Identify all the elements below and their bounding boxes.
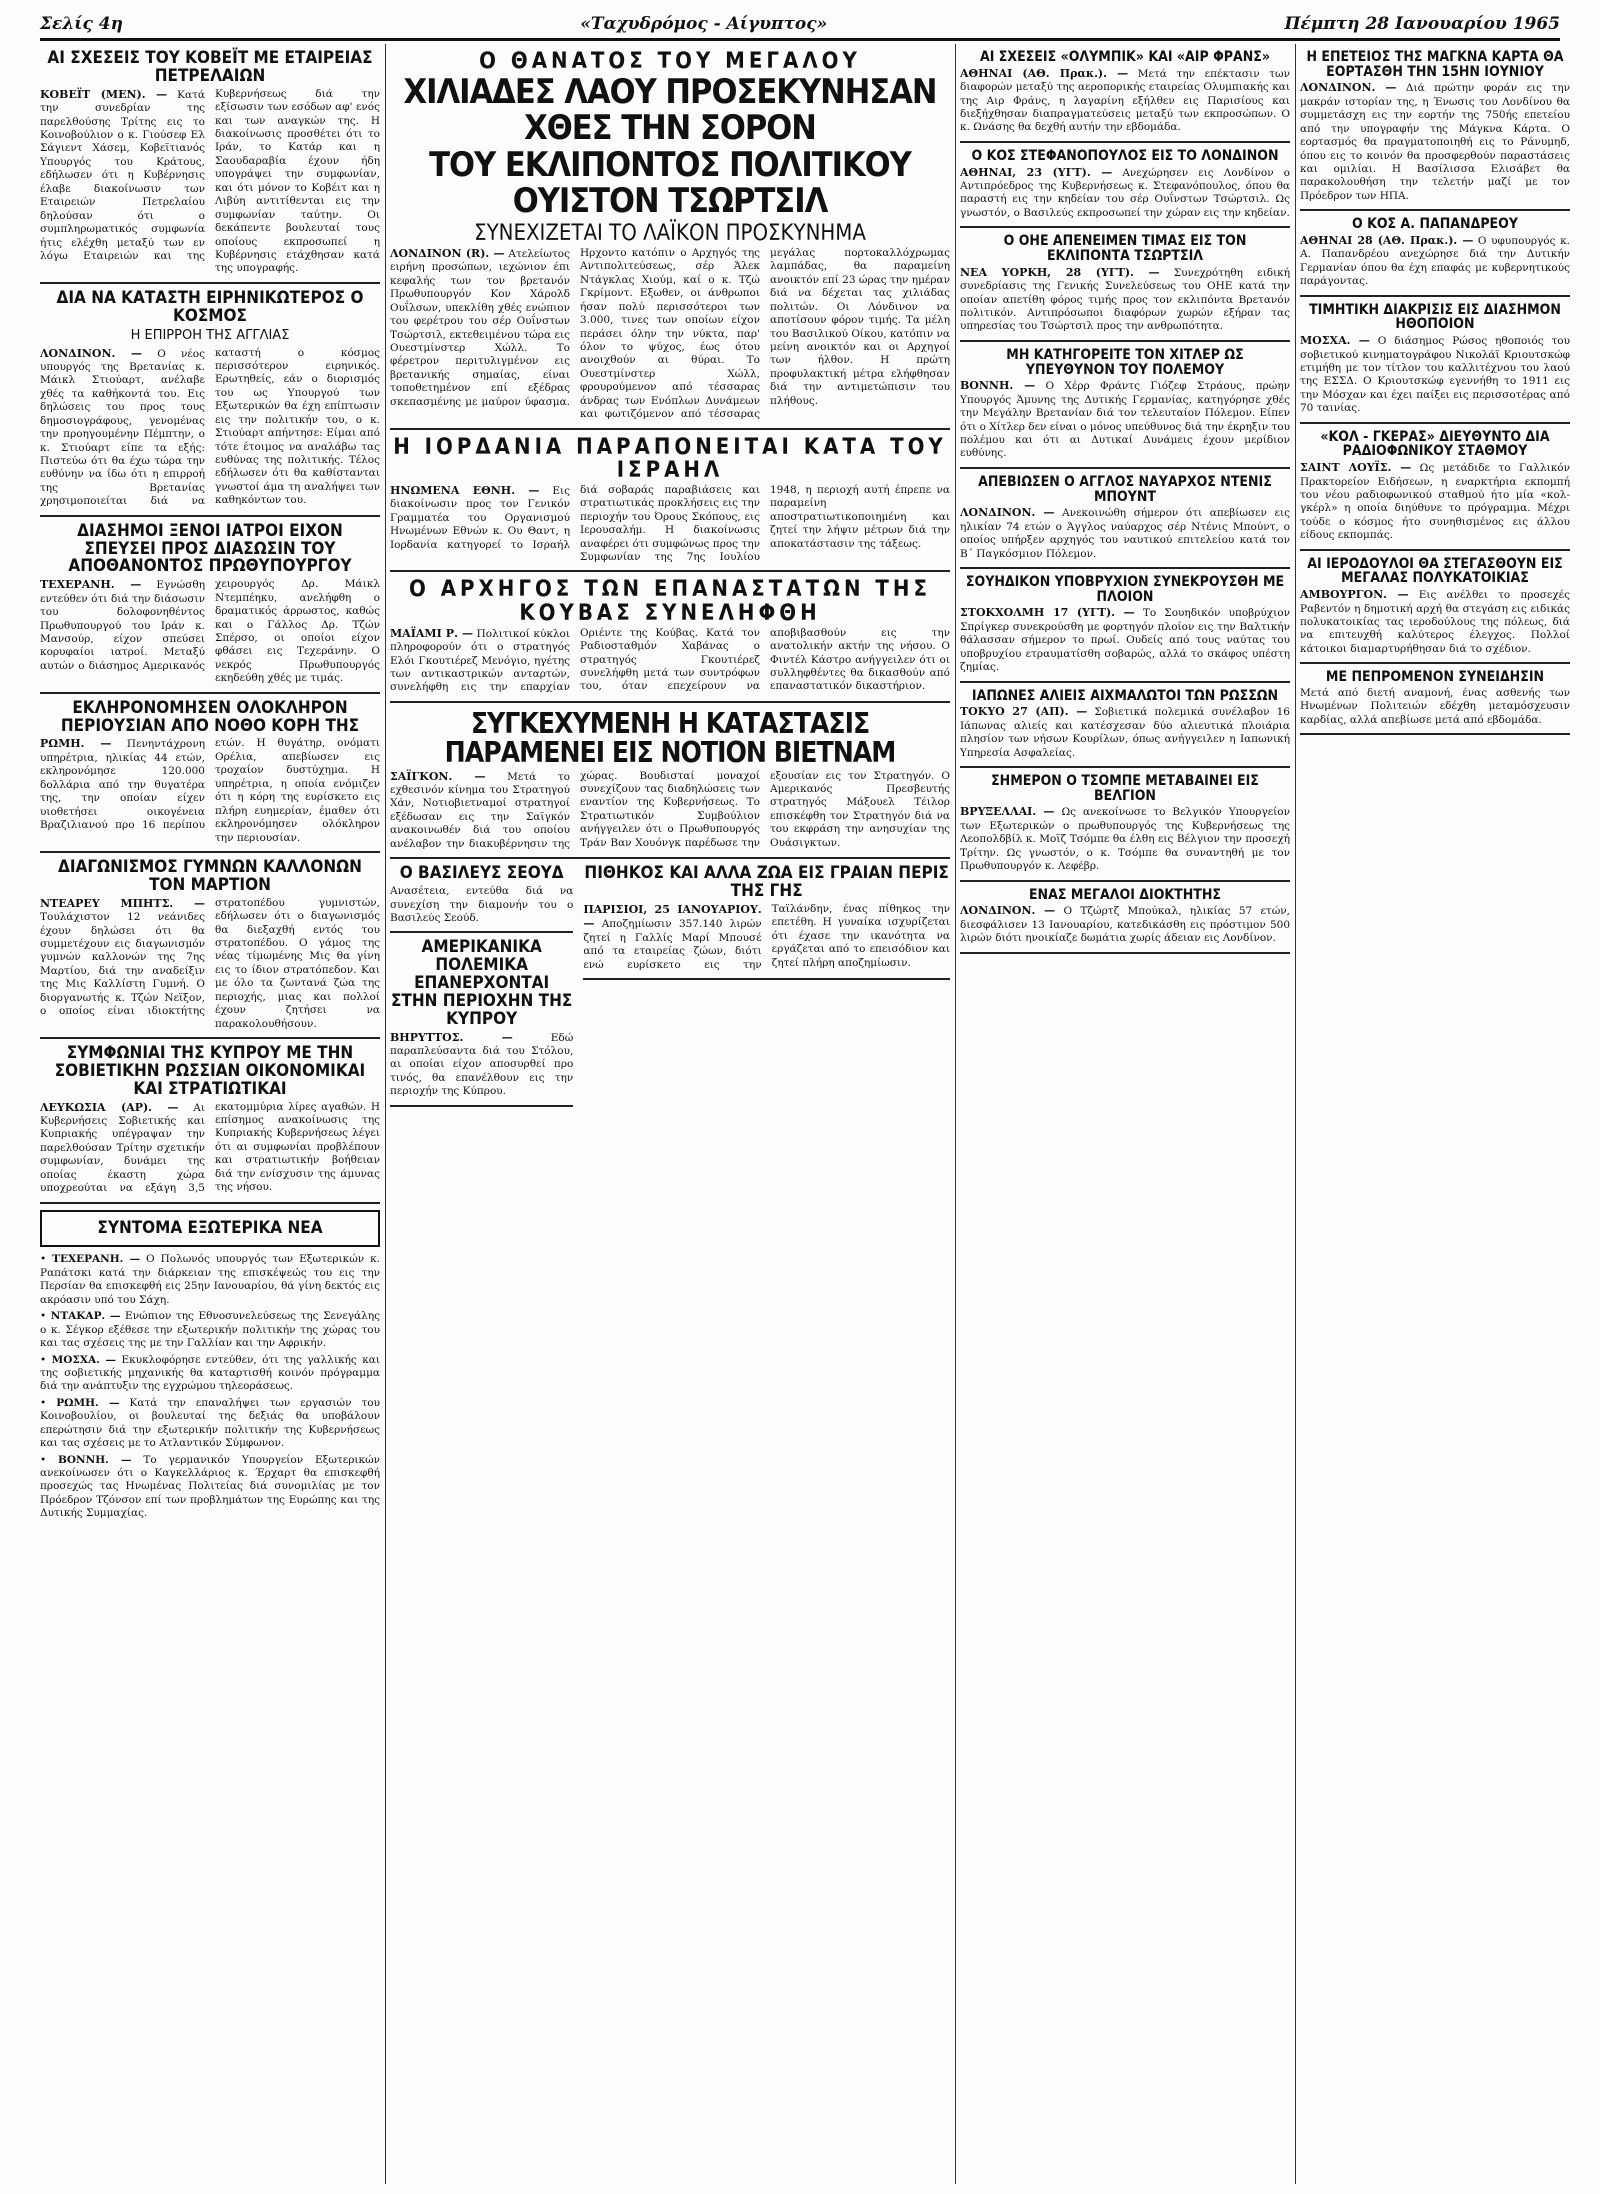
headline: ΜΗ ΚΑΤΗΓΟΡΕΙΤΕ ΤΟΝ ΧΙΤΛΕΡ ΩΣ ΥΠΕΥΘΥΝΟΝ ΤΟΥ ΠΟΛΕΜΟΥ <box>1006 346 1244 378</box>
dateline: ΤΕΧΕΡΑΝΗ. — <box>40 578 142 592</box>
article-un-honors <box>960 228 1290 342</box>
headline: ΤΙΜΗΤΙΚΗ ΔΙΑΚΡΙΣΙΣ ΕΙΣ ΔΙΑΣΗΜΟΝ ΗΘΟΠΟΙΟΝ <box>1309 301 1561 333</box>
dateline: ΝΤΕΑΡΕΥ ΜΠΗΤΣ. — <box>40 896 205 910</box>
bottom-right <box>583 859 950 1107</box>
article-inheritance <box>40 694 380 853</box>
headline: ΔΙΑΓΩΝΙΣΜΟΣ ΓΥΜΝΩΝ ΚΑΛΛΟΝΩΝ ΤΟΝ ΜΑΡΤΙΟΝ <box>58 856 362 895</box>
headline: ΙΑΠΩΝΕΣ ΑΛΙΕΙΣ ΑΙΧΜΑΛΩΤΟΙ ΤΩΝ ΡΩΣΣΩΝ <box>971 687 1279 704</box>
subheadline: Η ΕΠΙΡΡΟΗ ΤΗΣ ΑΓΓΛΙΑΣ <box>130 327 290 343</box>
article-text: Ο Τζώρτζ Μπούκαλ, ηλικίας 57 ετών, διεσφάλισεν 13 Ιανουαρίου, κατεδικάσθη εις πρόστιμον 500 λιρών διότι ηνοικίαζε δωμάτια χωρίς άδειαν εις Λονδίνον. <box>960 905 1290 945</box>
article-contest <box>40 853 380 1039</box>
brief-item: • ΡΩΜΗ. — Κατά την επαναλήψει των εργασιών του Κοινοβουλίου, οι βουλευταί της δεξιάς θα υποβάλουν επερώτησιν διά την εξωτερικήν πολιτικήν της Κυβερνήσεως και τας σχέσεις με το Ατλαντικόν Σύμφωνον. <box>40 1396 380 1450</box>
article-text: Ο νέος υπουργός της Βρετανίας κ. Μάικλ Στιούαρτ, ανέλαβε χθές τα καθήκοντά του. Εις δηλώσεις του προς τους δημοσιογράφους, γενομένας την προηγουμένην Πέμπτην, ο κ. Στιούαρτ είπε τα εξής: Πιστεύω ότι θα έχω τώρα την ευθύνην να ίδω ότι η επιρροή της Βρετανίας χρησιμοποιείται διά να καταστή ο κόσμος περισσότερον ειρηνικός. Ερωτηθείς, εάν ο διορισμός του ως Υπουργού των Εξωτερικών θα έχη επίπτωσιν εις την πολιτικήν του, ο κ. Στιούαρτ απήντησε: Είμαι από τότε έτοιμος να αναλάβω τας ευθύνας της πολιτικής. Τέλος εδήλωσεν ότι θα καθίστανται γνωστοί άμα τη αναλήψει των καθηκόντων του. <box>40 346 380 508</box>
column-divider <box>385 44 386 2184</box>
article-text: Ο διάσημος Ρώσος ηθοποιός του σοβιετικού κινηματογράφου Νικολάϊ Κριουτσκώφ ετιμήθη με τον τίτλον του καλλιτέχνου του λαού της ΕΣΣΔ. Ο Κριουτσκώφ εγεννήθη το 1911 εις την Μόσχαν και έχει παίξει εις περισσοτέρας από 70 ταινίας. <box>1300 335 1570 415</box>
article-text: Εις διακοίνωσιν προς τον Γενικόν Γραμματέα του Οργανισμού Ηνωμένων Εθνών κ. Ου Θαντ, η Ιορδανία κατηγορεί το Ισραήλ διά σοβαράς παραβιάσεις και στρατιωτικάς προκλήσεις εις την περιοχήν του Όρους Σκόπους, εις Ιερουσαλήμ. Η διακοίνωσις αναφέρει ότι συμφώνως προς την Συμφωνίαν της 7ης Ιουλίου 1948, η περιοχή αυτή έπρεπε να παραμείνη αποστρατιωτικοποιημένη και ζητεί την λήψιν μέτρων διά την αποκατάστασιν της τάξεως. <box>390 483 950 563</box>
article-text: Σοβιετικά πολεμικά συνέλαβον 16 Ιάπωνας αλιείς και κατέσχεσαν δύο αλιευτικά πλοιάρια πλησίον των νήσων Κουρίλων, όπως ανήγγειλεν η Ιαπωνική Υπηρεσία Ασφαλείας. <box>960 706 1290 759</box>
dateline: ΚΟΒΕΪΤ (ΜΕΝ). — <box>40 87 168 101</box>
dateline: ΤΟΚΥΟ 27 (ΑΠ). — <box>960 705 1088 719</box>
headline: ΜΕ ΠΕΠΡΟΜΕΝΟΝ ΣΥΝΕΙΔΗΣΙΝ <box>1325 669 1545 686</box>
brief-item: • ΝΤΑΚΑΡ. — Ενώπιον της Εθνοσυνελεύσεως της Σενεγάλης ο κ. Σέγκορ εξέθεσε την εξωτερικήν πολιτικήν της χώρας του και τας σχέσεις της με την Γαλλίαν και την Αφρικήν. <box>40 1310 380 1350</box>
headline: ΣΥΜΦΩΝΙΑΙ ΤΗΣ ΚΥΠΡΟΥ ΜΕ ΤΗΝ ΣΟΒΙΕΤΙΚΗΝ ΡΩΣΣΙΑΝ ΟΙΚΟΝΟΜΙΚΑΙ ΚΑΙ ΣΤΡΑΤΙΩΤΙΚΑΙ <box>54 1043 366 1099</box>
article-papandreou <box>1300 211 1570 296</box>
headline: Η ΙΟΡΔΑΝΙΑ ΠΑΡΑΠΟΝΕΙΤΑΙ ΚΑΤΑ ΤΟΥ ΙΣΡΑΗΛ <box>393 434 947 483</box>
dateline: ΛΟΝΔΙΝΟΝ (R). — <box>390 246 505 260</box>
dateline: ΜΑΪΑΜΙ Ρ. — <box>390 626 473 640</box>
article-text: Ανεχώρησεν εις Λονδίνον ο Αντιπρόεδρος της Κυβερνήσεως κ. Στεφανόπουλος, όπου θα παραστή εις την κηδείαν του σέρ Ουΐνστων Τσώρτσιλ. Ως γνωστόν, ο Βασιλεύς εκπροσωπεί την χώραν εις την κηδείαν. <box>960 166 1290 219</box>
article-japan <box>960 683 1290 768</box>
dateline: ΣΑΙΝΤ ΛΟΥΪΣ. — <box>1300 461 1412 475</box>
column-4 <box>1300 44 1570 2184</box>
headline: ΣΥΝΤΟΜΑ ΕΞΩΤΕΡΙΚΑ ΝΕΑ <box>97 1217 323 1238</box>
headline: ΑΙ ΣΧΕΣΕΙΣ ΤΟΥ ΚΟΒΕΪΤ ΜΕ ΕΤΑΙΡΕΙΑΣ ΠΕΤΡΕΛΑΙΩΝ <box>47 48 373 86</box>
article-tshombe <box>960 768 1290 882</box>
column-2 <box>390 44 950 2184</box>
article-kuwait <box>40 44 380 284</box>
headline: Ο ΚΟΣ Α. ΠΑΠΑΝΔΡΕΟΥ <box>1352 216 1518 233</box>
article-radio <box>1300 424 1570 551</box>
article-vietnam <box>390 703 950 859</box>
brief-item: • ΜΟΣΧΑ. — Εκυκλοφόρησε εντεύθεν, ότι της γαλλικής και της σοβιετικής μηχανικής θα καταρτισθή κοινόν πρόγραμμα διά την ανάπτυξιν της εγχρώμου τηλεοράσεως. <box>40 1353 380 1393</box>
article-monkey <box>583 859 950 980</box>
headline: Ο ΟΗΕ ΑΠΕΝΕΙΜΕΝ ΤΙΜΑΣ ΕΙΣ ΤΟΝ ΕΚΛΙΠΟΝΤΑ ΤΣΩΡΤΣΙΛ <box>1003 233 1247 264</box>
article-text: Μετά την επέκτασιν των διαφορών μεταξύ της αεροπορικής εταιρείας Ολυμπιακής και της Αιρ Φράνς, η λαγαρίνη εξήλθεν εις Παρισίους και διεξήχθησαν διαπραγματεύσεις μεταξύ των εκπροσώπων. Ο κ. Ωνάσης θα δεχθή αυτήν την εβδομάδα. <box>960 67 1290 134</box>
article-text: Ο Χέρρ Φράντς Γιόζεφ Στράους, πρώην Υπουργός Άμυνης της Δυτικής Γερμανίας, κατηγόρησε χθές την Μεγάλην Βρετανίαν διά τον τελευταίον Πόλεμον. Είπεν ότι ο Χίτλερ δεν είναι ο μόνος υπεύθυνος διά την έκρηξιν του πολέμου και ότι αι Δυτικαί Δυνάμεις έχουν μερίδιον ευθύνης. <box>960 380 1290 460</box>
subheadline: ΣΥΝΕΧΙΖΕΤΑΙ ΤΟ ΛΑΪΚΟΝ ΠΡΟΣΚΥΝΗΜΑ <box>474 220 866 246</box>
article-text: Ανασέτεια, εντεύθα διά να συνεχίση την διαμονήν του ο Βασιλεύς Σεούδ. <box>390 885 574 924</box>
headline: ΕΚΛΗΡΟΝΟΜΗΣΕΝ ΟΛΟΚΛΗΡΟΝ ΠΕΡΙΟΥΣΙΑΝ ΑΠΟ ΝΟΘΟ ΚΟΡΗ ΤΗΣ <box>60 697 360 736</box>
article-cuba <box>390 572 950 702</box>
column-divider <box>1295 44 1296 2184</box>
dateline: ΜΟΣΧΑ. — <box>1300 334 1370 348</box>
briefs-list <box>40 1253 380 1520</box>
article-world-peace <box>40 284 380 517</box>
article-text: Αποζημίωσιν 357.140 λιρών ζητεί η Γαλλίς Μαρί Μπουσέ από τα εταιρείας ζώων, διότι ενώ ευρίσκετο εις την Ταϊλάνδην, ένας πίθηκος την επετέθη. Η γυναίκα ισχυρίζεται ότι έχασε την ικανότητα να εργάζεται από το επεισόδιον και ζητεί πλήρη αποζημίωσιν. <box>583 902 950 971</box>
article-admiral <box>960 469 1290 569</box>
article-text: Ο υφυπουργός κ. Α. Παπανδρέου ανεχώρησε διά την Δυτικήν Γερμανίαν όπου θα έχη επαφάς με κυβερνητικούς παράγοντας. <box>1300 235 1570 288</box>
dateline: ΝΕΑ ΥΟΡΚΗ, 28 (ΥΓΤ). — <box>960 265 1160 279</box>
dateline: ΗΝΩΜΕΝΑ ΕΘΝΗ. — <box>390 483 540 497</box>
article-text: Ως μετάδιδε το Γαλλικόν Πρακτορείον Ειδήσεων, η εναρκτήρια εκπομπή του νέου ραδιοφωνικού σταθμού ήτο μία «κολ-γκέρλ» η οποία διηύθυνε το πρόγραμμα. Μέχρι τούδε ο κόσμος ήτο συνηθισμένος εις άλλου είδους εκπομπάς. <box>1300 462 1570 542</box>
headline: «ΚΟΛ - ΓΚΕΡΑΣ» ΔΙΕΥΘΥΝΤΟ ΔΙΑ ΡΑΔΙΟΦΩΝΙΚΟΥ ΣΤΑΘΜΟΥ <box>1320 428 1550 460</box>
brief-item: • ΒΟΝΝΗ. — Το γερμανικόν Υπουργείον Εξωτερικών ανεκοίνωσεν ότι ο Καγκελλάριος κ. Έρχαρτ θα επισκεφθή προσεχώς τας Ηνωμένας Πολιτείας διά συνομιλίας με τον Πρόεδρον Τζόνσον επί των προβλημάτων της Ευρώπης και της Δυτικής Συμμαχίας. <box>40 1453 380 1520</box>
dateline: ΑΘΗΝΑΙ 28 (ΑΘ. Πρακ.). — <box>1300 234 1474 247</box>
article-hitler <box>960 342 1290 469</box>
headline: ΠΙΘΗΚΟΣ ΚΑΙ ΑΛΛΑ ΖΩΑ ΕΙΣ ΓΡΑΙΑΝ ΠΕΡΙΣ ΤΗΣ ΓΗΣ <box>584 863 949 902</box>
headline: Ο ΑΡΧΗΓΟΣ ΤΩΝ ΕΠΑΝΑΣΤΑΤΩΝ ΤΗΣ ΚΟΥΒΑΣ ΣΥΝΕΛΗΦΘΗ <box>409 577 931 626</box>
article-text: Εις ανέλθει το προσεχές Ραβεντόν η δημοτική αρχή θα στεγάση εις ειδικάς πολυκατοικίας τας ιεροδούλους της πόλεως, διά να επιτευχθή καλύτερος έλεγχος. Πολλοί κάτοικοι διαμαρτυρήθησαν διά το σχέδιον. <box>1300 589 1570 655</box>
dateline: ΑΘΗΝΑΙ, 23 (ΥΓΤ). — <box>960 165 1113 179</box>
article-jordan <box>390 430 950 573</box>
headline: ΑΠΕΒΙΩΣΕΝ Ο ΑΓΓΛΟΣ ΝΑΥΑΡΧΟΣ ΝΤΕΝΙΣ ΜΠΟΥΝΤ <box>978 473 1272 505</box>
dateline: ΡΩΜΗ. — <box>40 737 112 751</box>
page-number: Σελίς 4η <box>40 14 123 34</box>
dateline: ΣΤΟΚΧΟΛΜΗ 17 (ΥΓΤ). — <box>960 606 1135 620</box>
headline: Ο ΒΑΣΙΛΕΥΣ ΣΕΟΥΔ <box>399 863 564 884</box>
main-headline: ΧΙΛΙΑΔΕΣ ΛΑΟΥ ΠΡΟΣΕΚΥΝΗΣΑΝ ΧΘΕΣ ΤΗΝ ΣΟΡΟΝ <box>403 72 937 148</box>
dateline: ΒΟΝΝΗ. — <box>960 379 1036 393</box>
article-us-ships <box>390 933 573 1106</box>
dateline: ΑΘΗΝΑΙ (ΑΘ. Πρακ.). — <box>960 66 1129 80</box>
col3-top <box>960 44 1290 342</box>
article-conscience <box>1300 664 1570 735</box>
article-submarine <box>960 569 1290 683</box>
main-headline: ΤΟΥ ΕΚΛΙΠΟΝΤΟΣ ΠΟΛΙΤΙΚΟΥ ΟΥΙΣΤΟΝ ΤΣΩΡΤΣΙΛ <box>429 145 911 222</box>
article-text: Μετά το εχθεσινόν κίνημα του Στρατηγού Χάν, Νοτιοβιετναμοί στρατηγοί εξέδωσαν εις την Σαϊγκόν ανακοινωθέν διά του οποίου ανέλαβον την διακυβέρνησιν της χώρας. Βουδισταί μοναχοί συνεχίζουν τας διαδηλώσεις των εναντίον της Κυβερνήσεως. Το Στρατιωτικόν Συμβούλιον ανήγγειλεν ότι ο Πρωθυπουργός Τράν Βαν Χουόνγκ παρέδωσε την εξουσίαν εις τον Στρατηγόν. Ο Αμερικανός Πρεσβευτής στρατηγός Μάξουελ Τέιλορ επισκέφθη τον Στρατηγόν διά να του εκφράση την ανησυχίαν της Ουάσιγκτων. <box>390 769 950 850</box>
article-text: Το Σουηδικόν υποβρύχιον Σπρίγκερ συνεκρούσθη με φορτηγόν πλοίον εις την Βαλτικήν θάλασσαν σήμερον το πρωί. Ουδείς από τους ναύτας του υποβρυχίου ετραυματίσθη σοβαρώς, αλλά το σκάφος υπέστη ζημίας. <box>960 607 1290 674</box>
headline: ΔΙΑΣΗΜΟΙ ΞΕΝΟΙ ΙΑΤΡΟΙ ΕΙΧΟΝ ΣΠΕΥΣΕΙ ΠΡΟΣ ΔΙΑΣΩΣΙΝ ΤΟΥ ΑΠΟΘΑΝΟΝΤΟΣ ΠΡΩΘΥΠΟΥΡΓΟΥ <box>68 520 352 577</box>
article-text: Εδώ παραπλεύσαντα διά του Στόλου, αι οποίαι είχον αποσυρθεί προ τινός, θα επανέλθουν εις την περιοχήν της Κύπρου. <box>390 1031 574 1098</box>
headline: ΑΜΕΡΙΚΑΝΙΚΑ ΠΟΛΕΜΙΚΑ ΕΠΑΝΕΡΧΟΝΤΑΙ ΣΤΗΝ ΠΕΡΙΟΧΗΝ ΤΗΣ ΚΥΠΡΟΥ <box>390 937 573 1029</box>
article-stefanopoulos <box>960 143 1290 228</box>
article-text: Εγνώσθη εντεύθεν ότι διά την διάσωσιν του δολοφονηθέντος Πρωθυπουργού του Ιράν κ. Μανσούρ, είχον σπεύσει κορυφαίοι ιατροί. Μεταξύ αυτών ο διάσημος Αμερικανός χειρουργός Δρ. Μάικλ Ντεμπέηκυ, ανελήφθη ο δραματικός άρρωστος, καθώς και ο Γάλλος Δρ. Τζών Σπέρσο, οι οποίοι είχον φθάσει εις Τεχεράνην. Ο νεκρός Πρωθυπουργός εκηδεύθη χθές με τιμάς. <box>40 578 380 685</box>
dateline: ΛΟΝΔΙΝΟΝ. — <box>40 346 143 360</box>
dateline: ΛΟΝΔΙΝΟΝ. — <box>960 904 1056 918</box>
article-text: Μετά από διετή αναμονή, ένας ασθενής των Ηνωμένων Πολιτειών εδέχθη μεταμόσχευσιν καρδίας, αλλά απεβίωσε μετά από εβδομάδα. <box>1300 687 1570 726</box>
dateline: ΠΑΡΙΣΙΟΙ, 25 ΙΑΝΟΥΑΡΙΟΥ. — <box>583 902 762 931</box>
headline: ΣΟΥΗΔΙΚΟΝ ΥΠΟΒΡΥΧΙΟΝ ΣΥΝΕΚΡΟΥΣΘΗ ΜΕ ΠΛΟΙΟΝ <box>965 574 1285 605</box>
bottom-row <box>390 859 950 1107</box>
dateline: ΒΗΡΥΤΤΟΣ. — <box>390 1030 513 1044</box>
article-olympic <box>960 44 1290 143</box>
article-text: Ατελείωτος ειρήνη προσώπων, ιεχώνιον έπι κεφαλής των τον βρετανόν Πρωθυπουργόν Κον Χάρολδ Ουΐλσων, υπεκλίθη χθές ενώπιον του φερέτρου του σέρ Ουΐνστων Τσώρτσιλ, εκτεθειμένου τώρα εις Ουεστμίνστερ Χώλλ. Το φέρετρον περιτυλιγμένον εις βρετανικής σημαίας, είναι τοποθετημένον επί εξέδρας σκεπασμένης με μαύρον ύφασμα. Ηρχοντο κατόπιν ο Αρχηγός της Αντιπολιτεύσεως, σέρ Άλεκ Ντάγκλας Χιούμ, καί ο κ. Τζώ Γκρίμοντ. Εξωθεν, οι άνθρωποι ήσαν πολύ περισσότεροι των 3.000, τινες των οποίων είχον περάσει όλην την νύκτα, παρ' όλον το ψύχος, έως ότου ανοιχθούν αι θύραι. Το Ουεστμίνστερ Χώλλ, φρουρούμενον από τέσσαρας άνδρας των Ενόπλων Δυνάμεων και φωτιζόμενον από τέσσαρας μεγάλας πορτοκαλλόχρωμας λαμπάδας, θα παραμείνη ανοικτόν επί 23 ώρας την ημέραν διά να δέχεται τας χιλιάδας πολιτών. Οι Λόνδινον να αποτίσουν φόρον τιμής. Τα μέλη του Βασιλικού Οίκου, κατόπιν να μείνη ανοικτόν και οι Αρχηγοί των ήλθον. Η πρώτη προφυλακτική μέτρα ελήφθησαν διά την αντιμετώπισιν του πλήθους. <box>390 246 950 421</box>
article-magna-carta <box>1300 44 1570 211</box>
issue-date: Πέμπτη 28 Ιανουαρίου 1965 <box>1284 14 1560 34</box>
article-text: Πενηντάχρονη υπηρέτρια, ηλικίας 44 ετών, εκληρονόμησε 120.000 δολλάρια από την θυγατέρα της, την οποίαν είχεν υιοθετήσει οικογένεια Βραζιλιανού προ 16 περίπου ετών. Η θυγάτηρ, ονόματι Ορέλια, απεβίωσεν εις τροχαίον δυστύχημα. Η υπηρέτρια, η οποία ενόμιζεν ότι η κόρη της ευρίσκετο εις πλήρη ευημερίαν, έμαθεν ότι εκληρονόμησεν ολόκληρον την περιουσίαν. <box>40 737 380 844</box>
column-3 <box>960 44 1290 2184</box>
dateline: ΛΟΝΔΙΝΟΝ. — <box>960 506 1055 520</box>
article-text: Κατά την συνεδρίαν της παρελθούσης Τρίτης εις το Κοινοβούλιον ο κ. Γιούσεφ Ελ Σάγιεντ Χάσεμ, Κοβεϊτιανός Υπουργός του Κράτους, εδήλωσεν ότι η Κυβέρνησις έλαβε διακοίνωσιν των Εταιρειών Πετρελαίου δηλούσαν ότι ο συμπληρωματικός συμφωνία ήτις ελέχθη μεταξύ των εν λόγω Εταιρειών και της Κυβερνήσεως διά την εξίσωσιν των εσόδων αφ' ενός και των αναγκών της. Η διακοίνωσις προσθέτει ότι το Ιράν, το Κατάρ και η Σαουδαραβία έχουν ήδη υπογράψει την συμφωνίαν, και ότι μόνον το Κοβέιτ και η Λιβύη αντιτίθενται εις την συμφωνίαν ταύτην. Οι δεκάπεντε βουλευταί τους οποίους εκπροσωπεί η Κυβέρνησις ετάχθησαν κατά της υπογραφής. <box>40 87 380 275</box>
headline: ΣΥΓΚΕΧΥΜΕΝΗ Η ΚΑΤΑΣΤΑΣΙΣ ΠΑΡΑΜΕΝΕΙ ΕΙΣ ΝΟΤΙΟΝ ΒΙΕΤΝΑΜ <box>444 706 896 770</box>
article-cyprus-ussr <box>40 1039 380 1204</box>
kicker: Ο ΘΑΝΑΤΟΣ ΤΟΥ ΜΕΓΑΛΟΥ <box>479 49 861 74</box>
dateline: ΣΑΪΓΚΟΝ. — <box>390 769 486 783</box>
article-hamburg <box>1300 551 1570 665</box>
headline: Ο ΚΟΣ ΣΤΕΦΑΝΟΠΟΥΛΟΣ ΕΙΣ ΤΟ ΛΟΝΔΙΝΟΝ <box>971 147 1279 164</box>
dateline: ΛΕΥΚΩΣΙΑ (ΑΡ). — <box>40 1100 179 1114</box>
article-doctors <box>40 517 380 694</box>
dateline: ΛΟΝΔΙΝΟΝ. — <box>1300 81 1397 95</box>
article-text: Ως ανεκοίνωσε το Βελγικόν Υπουργείον των Εξωτερικών ο πρωθυπουργός της Κυβερνήσεως της Λεοπολδβίλ κ. Μοϊζ Τσόμπε θα έλθη εις Βέλγιον την προσεχή Τρίτην. Ως γνωστόν, ο κ. Τσόμπε θα συναντηθή με τον Πρωθυπουργόν κ. Λεφέβρ. <box>960 806 1290 873</box>
brief-item: • ΤΕΧΕΡΑΝΗ. — Ο Πολωνός υπουργός των Εξωτερικών κ. Ραπάτσκι κατά την διάρκειαν της επισκέψεώς του εις την Περσίαν θα επισκεφθή εις 25ην Ιανουαρίου, θά γίνη δεκτός εις ακρόασιν υπό του Σάχη. <box>40 1253 380 1306</box>
headline: Η ΕΠΕΤΕΙΟΣ ΤΗΣ ΜΑΓΚΝΑ ΚΑΡΤΑ ΘΑ ΕΟΡΤΑΣΘΗ ΤΗΝ 15ΗΝ ΙΟΥΝΙΟΥ <box>1306 49 1564 80</box>
column-divider <box>955 44 956 2184</box>
masthead <box>40 10 1560 41</box>
headline: ΑΙ ΣΧΕΣΕΙΣ «ΟΛΥΜΠΙΚ» ΚΑΙ «ΑΙΡ ΦΡΑΝΣ» <box>979 49 1271 65</box>
article-text: Πολιτικοί κύκλοι πληροφορούν ότι ο στρατηγός Ελόι Γκουτιέρεζ Μενόγιο, ηγέτης των αντικαστρικών ανταρτών, συνελήφθη εις την επαρχίαν Οριέντε της Κούβας. Κατά τον Ραδιοσταθμόν Χαβάνας ο στρατηγός Γκουτιέρεζ συνελήφθη μετά των συντρόφων του, όταν επεχείρουν να αποβιβασθούν εις την ανατολικήν ακτήν της νήσου. Ο Φιντέλ Κάστρο ανήγγειλεν ότι οι συλληφθέντες θα δικασθούν από επαναστατικόν δικαστήριον. <box>390 626 950 694</box>
newspaper-name: «Ταχυδρόμος - Αίγυπτος» <box>580 14 828 34</box>
dateline: ΑΜΒΟΥΡΓΟΝ. — <box>1300 588 1409 602</box>
article-text: Συνεχρότηθη ειδική συνεδρίασις της Γενικής Συνελεύσεως του ΟΗΕ κατά την οποίαν απετίθη φόρος τιμής προς τον εκλιπόντα Βρετανόν πολιτικόν. Αντιπρόσωποι διαφόρων χωρών εξήραν τας υπηρεσίας του Τσώρτσιλ προς την ανθρωπότητα. <box>960 266 1290 333</box>
headline: ΔΙΑ ΝΑ ΚΑΤΑΣΤΗ ΕΙΡΗΝΙΚΩΤΕΡΟΣ Ο ΚΟΣΜΟΣ <box>56 287 364 326</box>
article-text: Διά πρώτην φοράν εις την μακράν ιστορίαν της, η Ένωσις του Λονδίνου θα συμμετάσχη εις την εορτήν της 750ής επετείου από την υπογραφήν της Μάγκνα Κάρτα. Ο εορτασμός θα πραγματοποιηθή εις το Ράνυμηδ, όπου εις το κοινόν θα προσφερθούν παραστάσεις και ομιλίαι. Η Βασίλισσα Ελισάβετ θα παρακολουθήση την τελετήν μαζί με τον Πρόεδρον των ΗΠΑ. <box>1300 82 1570 202</box>
article-landlord <box>960 882 1290 954</box>
briefs-box <box>40 1210 380 1248</box>
article-churchill <box>390 44 950 430</box>
article-text: Ανεκοινώθη σήμερον ότι απεβίωσεν εις ηλικίαν 74 ετών ο Άγγλος ναύαρχος σέρ Ντένις Μπούντ, ο οποίος υπήρξεν αρχηγός του ναυτικού επιτελείου κατά τον Β΄ Παγκόσμιον Πόλεμον. <box>960 507 1290 560</box>
article-king-saud <box>390 859 573 933</box>
headline: ΑΙ ΙΕΡΟΔΟΥΛΟΙ ΘΑ ΣΤΕΓΑΣΘΟΥΝ ΕΙΣ ΜΕΓΑΛΑΣ ΠΟΛΥΚΑΤΟΙΚΙΑΣ <box>1307 555 1563 587</box>
headline: ΕΝΑΣ ΜΕΓΑΛΟΙ ΔΙΟΚΤΗΤΗΣ <box>1028 886 1222 903</box>
col3-top-left <box>960 44 1290 342</box>
headline: ΣΗΜΕΡΟΝ Ο ΤΣΟΜΠΕ ΜΕΤΑΒΑΙΝΕΙ ΕΙΣ ΒΕΛΓΙΟΝ <box>991 773 1259 804</box>
article-actor <box>1300 297 1570 424</box>
dateline: ΒΡΥΞΕΛΛΑΙ. — <box>960 805 1055 819</box>
article-text: Τουλάχιστον 12 νεάνιδες έχουν δηλώσει ότι θα συμμετέχουν εις διαγωνισμόν γυμνών καλλονών της 7ης Μαρτίου, διά την αναδείξιν της Μις Καλλίστη Γυμνή. Ο διοργανωτής κ. Τζών Νεϊξον, ο οποίος είναι ιδιοκτήτης στρατοπέδου γυμνιστών, εδήλωσεν ότι ο διαγωνισμός θα διεξαχθή εντός του στρατοπέδου. Ο γάμος της νέας τίμωμένης Μις θα γίνη εις το ίδιον στρατόπεδον. Και με όλο τα ζωντανά ζώα της περιοχής, μιας και πολλοί έχουν ζητήσει να παρακολουθήσουν. <box>40 896 380 1030</box>
column-1 <box>40 44 380 2184</box>
bottom-left <box>390 859 573 1107</box>
article-text: Αι Κυβερνήσεις Σοβιετικής και Κυπριακής υπέγραψαν την παρελθούσαν Τρίτην σχετικήν συμφωνίαν, δυνάμει της οποίας έκαστη χώρα υποχρεούται να εξάγη 3,5 εκατομμύρια λίρες αγαθών. Η επίσημος ανακοίνωσις της Κυπριακής Κυβερνήσεως λέγει ότι αι συμφωνίαι προβλέπουν και στρατιωτικήν βοήθειαν διά την ενίσχυσιν της άμυνας της νήσου. <box>40 1100 380 1195</box>
